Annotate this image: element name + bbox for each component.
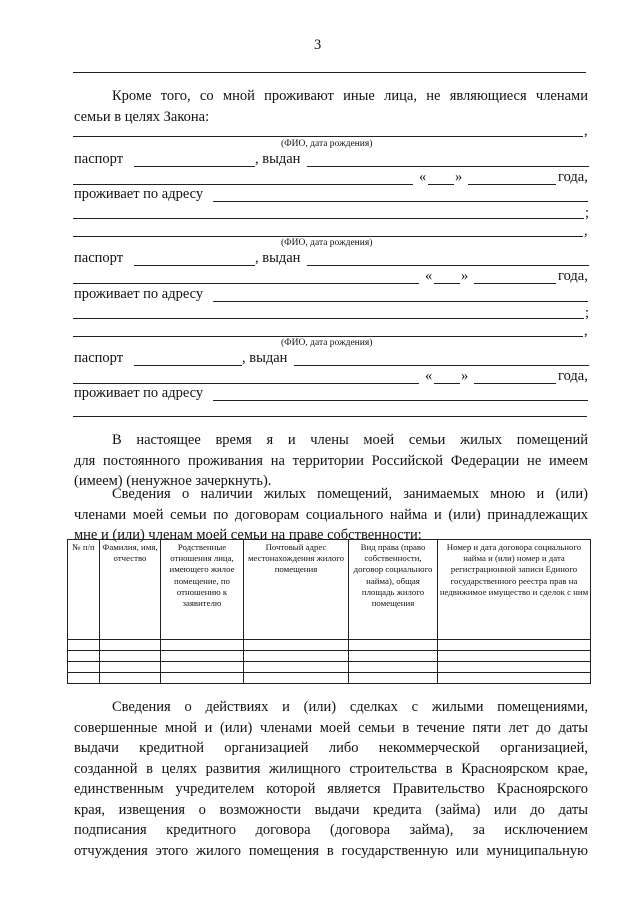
name-line-2-comma: , [584, 223, 588, 239]
address-semicolon-2: ; [585, 305, 590, 321]
col-number: № п/п [68, 540, 100, 640]
header-rule [73, 72, 586, 73]
col-address: Почтовый адрес местонахождения жилого помещения [244, 540, 349, 640]
issued-cont-line-3 [73, 383, 419, 384]
passport-label-3: паспорт [74, 350, 124, 366]
actions-line-5: единственным учредителем которой является Правительство Красноярского [74, 781, 588, 797]
quote-open-3: « [425, 368, 433, 384]
table-row [68, 651, 591, 662]
col-right: Вид права (право собственности, договор социального найма), общая площадь жилого помещения [349, 540, 438, 640]
actions-paragraph [74, 697, 588, 861]
quote-close-2: » [461, 268, 469, 284]
passport-line-1 [134, 166, 255, 167]
intro-line-1: Кроме того, со мной проживают иные лица, не являющиеся членами [112, 88, 588, 104]
actions-line-7: подписания кредитного договора (договора займа), за исключением [74, 822, 588, 838]
caption-1: (ФИО, дата рождения) [281, 139, 373, 149]
quote-close-3: » [461, 368, 469, 384]
issued-label-1: , выдан [255, 151, 301, 167]
current-line-2: для постоянного проживания на территории Российской Федерации не имеем [74, 452, 588, 469]
col-name: Фамилия, имя, отчество [100, 540, 161, 640]
intro-paragraph [74, 86, 588, 127]
address-semicolon-1: ; [585, 205, 590, 221]
issued-line-3 [294, 365, 589, 366]
info-line-3: мне и (или) членам моей семьи на праве собственности: [74, 527, 422, 543]
passport-label-1: паспорт [74, 151, 124, 167]
actions-line-4: созданной в целях развития жилищного строительства в Красноярском крае, [74, 760, 588, 777]
address-line-3 [213, 400, 588, 401]
address-label-1: проживает по адресу [74, 186, 204, 202]
current-housing-paragraph [74, 430, 588, 492]
info-line-2: членами моей семьи по договорам социального найма и (или) принадлежащих [74, 506, 588, 523]
intro-line-2: семьи в целях Закона: [74, 108, 210, 125]
passport-line-3 [134, 365, 242, 366]
quote-close-1: » [455, 169, 463, 185]
address-line-1 [213, 201, 588, 202]
actions-line-3: выдачи кредитной организацией либо некоммерческой организацией, [74, 740, 588, 756]
address-line-3b [73, 416, 587, 417]
current-line-3: (имеем) (ненужное зачеркнуть). [74, 473, 272, 489]
issued-label-2: , выдан [255, 250, 301, 266]
actions-line-6: края, извещения о возможности выдачи кредита (займа) или до даты [74, 801, 588, 818]
name-line-3 [73, 336, 583, 337]
day-line-3 [434, 383, 460, 384]
caption-2: (ФИО, дата рождения) [281, 238, 373, 248]
address-label-2: проживает по адресу [74, 286, 204, 302]
name-line-2 [73, 236, 583, 237]
quote-open-1: « [419, 169, 427, 185]
passport-label-2: паспорт [74, 250, 124, 266]
table-header-row [68, 540, 591, 640]
passport-line-2 [134, 265, 255, 266]
issued-line-2 [307, 265, 589, 266]
address-line-1b [73, 218, 584, 219]
month-line-3 [474, 383, 556, 384]
col-contract: Номер и дата договора социального найма и (или) номер и дата регистрационной записи Единого государственного реестра прав на недвижимое имущество и сделок с ним [438, 540, 591, 640]
address-line-2b [73, 318, 584, 319]
name-line-1-comma: , [584, 123, 588, 139]
col-relation: Родственные отношения лица, имеющего жилое помещение, по отношению к заявителю [161, 540, 244, 640]
table-row [68, 673, 591, 684]
housing-table [67, 539, 591, 684]
issued-cont-line-2 [73, 283, 419, 284]
day-line-2 [434, 283, 460, 284]
address-label-3: проживает по адресу [74, 385, 204, 401]
quote-open-2: « [425, 268, 433, 284]
actions-line-1: Сведения о действиях и (или) сделках с жилыми помещениями, [112, 699, 588, 715]
housing-info-paragraph [74, 484, 588, 546]
issued-label-3: , выдан [242, 350, 288, 366]
info-line-1: Сведения о наличии жилых помещений, занимаемых мною и (или) [112, 486, 588, 502]
month-line-1 [468, 184, 556, 185]
day-line-1 [428, 184, 454, 185]
current-line-1: В настоящее время я и члены моей семьи жилых помещений [112, 432, 588, 448]
year-label-1: года, [558, 169, 588, 185]
page-number: 3 [314, 37, 322, 53]
name-line-1 [73, 136, 583, 137]
issued-cont-line-1 [73, 184, 413, 185]
name-line-3-comma: , [584, 323, 588, 339]
actions-line-8: отчуждения этого жилого помещения в государственную или муниципальную [74, 842, 588, 859]
issued-line-1 [307, 166, 589, 167]
table-row [68, 662, 591, 673]
address-line-2 [213, 301, 588, 302]
year-label-3: года, [558, 368, 588, 384]
table-row [68, 640, 591, 651]
caption-3: (ФИО, дата рождения) [281, 338, 373, 348]
actions-line-2: совершенные мной и (или) членами моей семьи в течение пяти лет до даты [74, 719, 588, 736]
month-line-2 [474, 283, 556, 284]
year-label-2: года, [558, 268, 588, 284]
